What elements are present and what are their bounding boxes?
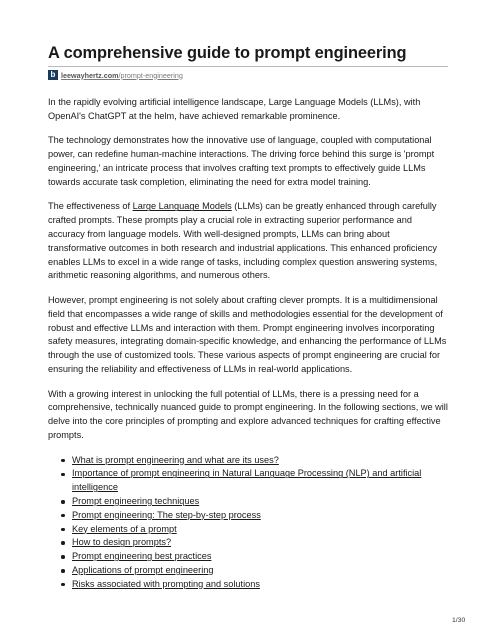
toc-item: [72, 509, 448, 523]
source-domain: leewayhertz.com: [61, 70, 119, 80]
toc-item: [72, 523, 448, 537]
effectiveness-text-start: The effectiveness of: [48, 201, 133, 212]
intro-paragraph: In the rapidly evolving artificial intelligence landscape, Large Language Models (LLMs), with OpenAI's ChatGPT at the helm, have achieved remarkable prominence.: [48, 97, 421, 121]
toc-link-applications[interactable]: Applications of prompt engineering: [72, 564, 214, 575]
toc-link-best-practices[interactable]: Prompt engineering best practices: [72, 551, 212, 562]
toc-item: [72, 536, 448, 550]
llm-link[interactable]: Large Language Models: [132, 201, 232, 212]
toc-link-what-is[interactable]: What is prompt engineering and what are its uses?: [72, 454, 279, 465]
toc-item: [72, 454, 448, 468]
technology-paragraph: The technology demonstrates how the innovative use of language, coupled with computational power, can redefine human-machine interactions. The driving force behind this surge is 'prompt engineering,' an intricate process that involves crafting text prompts to effectively guide LLMs towards accurate task completion, eliminating the need for extra model training.: [48, 135, 435, 187]
table-of-contents: [48, 454, 448, 592]
multidimensional-paragraph: However, prompt engineering is not solely about crafting clever prompts. It is a multidimensional field that encompasses a wide range of skills and methodologies essential for the development of robust and effective LLMs and interaction with them. Prompt engineering involves incorporating safety measures, integrating domain-specific knowledge, and enhancing the performance of LLMs through the use of customized tools. These various aspects of prompt engineering are crucial for ensuring the reliability and effectiveness of LLMs in real-world applications.: [48, 294, 447, 374]
source-line: [48, 69, 183, 81]
toc-item: [72, 578, 448, 592]
effectiveness-paragraph: [48, 200, 448, 283]
toc-link-importance[interactable]: Importance of prompt engineering in Natural Language Processing (NLP) and artificial intelligence: [72, 468, 422, 493]
effectiveness-text-end: (LLMs) can be greatly enhanced through carefully crafted prompts. These prompts play a crucial role in extracting superior performance and accuracy from language models. With well-designed prompts, LLMs can bring about transformative outcomes in both research and industrial applications. This enhanced proficiency enables LLMs to excel in a wide range of tasks, including complex question answering systems, arithmetic reasoning algorithms, and numerous others.: [48, 201, 438, 281]
source-path: /prompt-engineering: [118, 70, 183, 80]
title-divider: [48, 66, 448, 67]
article-body: [48, 96, 448, 591]
source-url-link[interactable]: [61, 71, 183, 80]
toc-item: [72, 495, 448, 509]
toc-link-step-by-step[interactable]: Prompt engineering: The step-by-step process: [72, 509, 261, 520]
toc-item: [72, 550, 448, 564]
toc-link-design[interactable]: How to design prompts?: [72, 537, 172, 548]
guide-paragraph: With a growing interest in unlocking the full potential of LLMs, there is a pressing need for a comprehensive, technically nuanced guide to prompt engineering. In the following sections, we will delve into the core principles of prompting and explore advanced techniques for crafting effective prompts.: [48, 388, 448, 440]
toc-item: [72, 467, 448, 495]
page-title: A comprehensive guide to prompt engineering: [48, 44, 407, 62]
site-favicon-icon: b: [48, 70, 58, 80]
page-number: 1/30: [452, 617, 466, 624]
toc-link-risks[interactable]: Risks associated with prompting and solutions: [72, 578, 260, 589]
toc-link-techniques[interactable]: Prompt engineering techniques: [72, 495, 200, 506]
toc-item: [72, 564, 448, 578]
toc-link-key-elements[interactable]: Key elements of a prompt: [72, 523, 177, 534]
